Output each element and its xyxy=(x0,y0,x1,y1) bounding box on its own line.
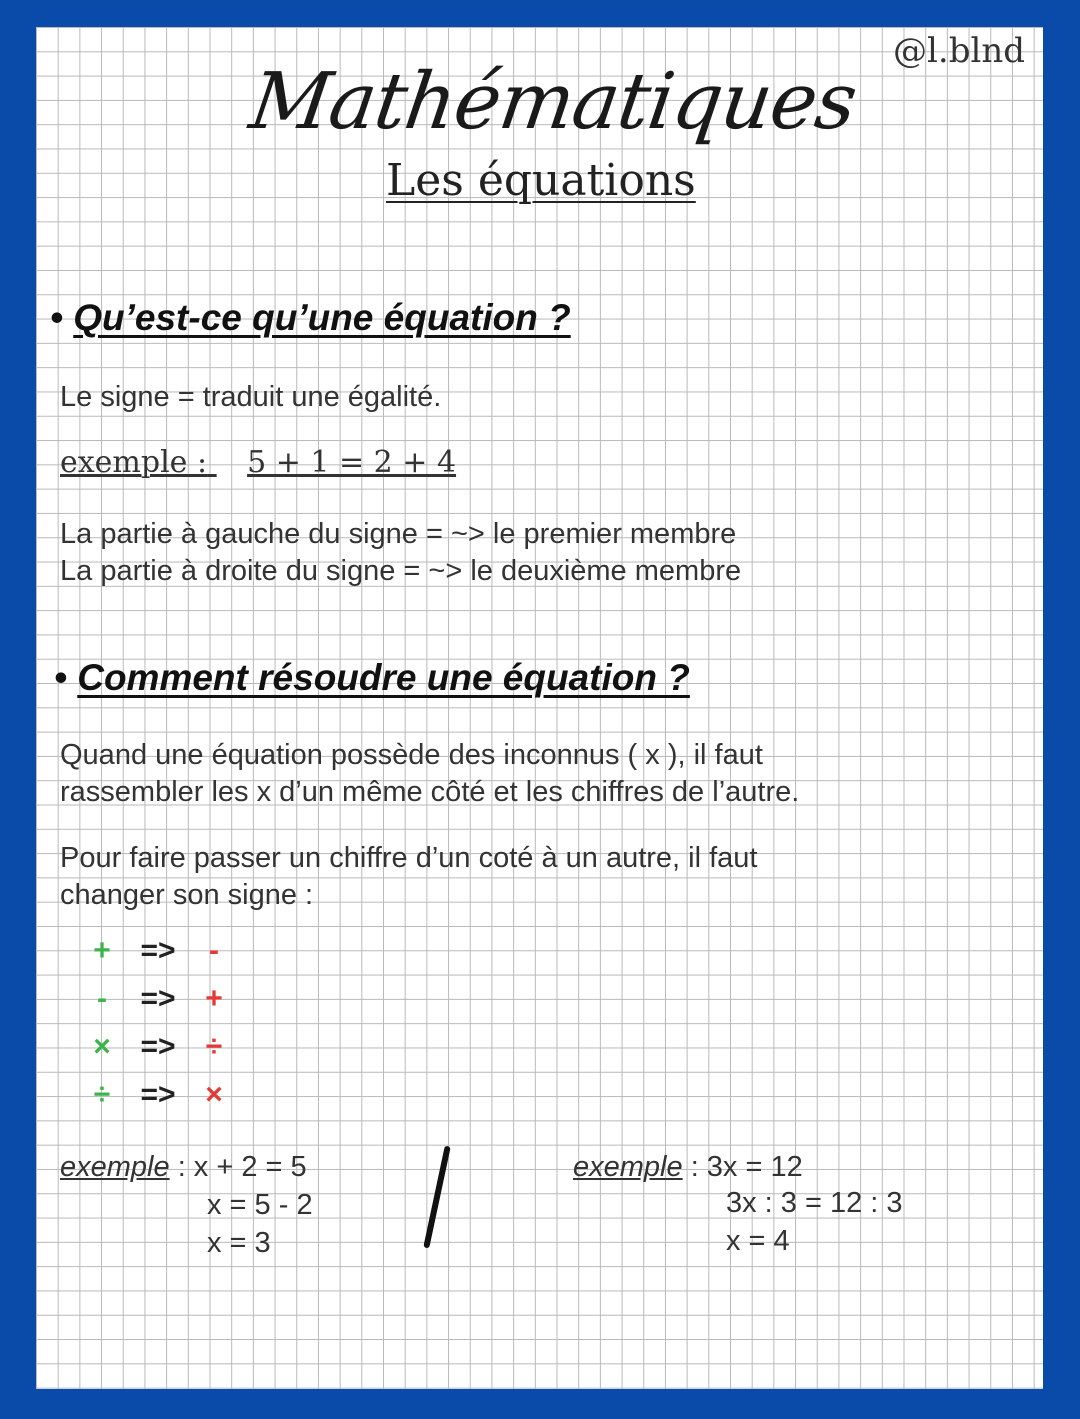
sign-row xyxy=(74,975,242,1023)
sign-row xyxy=(74,927,242,975)
grid-paper-sheet xyxy=(36,27,1043,1389)
paragraph2-line2: changer son signe : xyxy=(60,879,314,911)
example-left-eq3: x = 3 xyxy=(207,1227,271,1259)
example-right-eq1: : 3x = 12 xyxy=(690,1151,803,1183)
definition-line: Le signe = traduit une égalité. xyxy=(60,381,442,413)
example-right-eq2: 3x : 3 = 12 : 3 xyxy=(726,1187,903,1219)
author-handle: @l.blnd xyxy=(893,31,1025,71)
sign-conversion-table xyxy=(74,927,242,1119)
left-member-line: La partie à gauche du signe = ~> le premier membre xyxy=(60,518,737,550)
example-left-label: exemple xyxy=(60,1151,170,1183)
separator-slash xyxy=(423,1146,450,1249)
sign-from: + xyxy=(93,934,111,967)
example1-spacer xyxy=(207,445,247,480)
sign-row xyxy=(74,1023,242,1071)
sign-arrow: => xyxy=(140,934,176,967)
sign-from: × xyxy=(93,1030,111,1063)
sign-arrow: => xyxy=(140,1078,176,1111)
sign-from: ÷ xyxy=(93,1078,111,1111)
example-right-eq3: x = 4 xyxy=(726,1225,790,1257)
sign-arrow: => xyxy=(140,982,176,1015)
bullet: • xyxy=(54,657,78,698)
sign-to: ÷ xyxy=(205,1030,223,1063)
section1-heading-text: Qu’est-ce qu’une équation ? xyxy=(73,297,571,338)
sign-arrow: => xyxy=(140,1030,176,1063)
example-right-label: exemple xyxy=(573,1151,683,1183)
page-title: Mathématiques xyxy=(244,57,862,147)
example-left-eq2: x = 5 - 2 xyxy=(207,1189,313,1221)
section2-heading-text: Comment résoudre une équation ? xyxy=(77,657,690,698)
example1-expression: 5 + 1 = 2 + 4 xyxy=(247,445,457,480)
section2-heading xyxy=(54,657,690,699)
page-subtitle: Les équations xyxy=(386,155,696,206)
sign-to: × xyxy=(205,1078,223,1111)
sign-to: + xyxy=(205,982,223,1015)
example1-label: exemple : xyxy=(60,445,208,480)
example-left-line1 xyxy=(60,1149,307,1186)
example-right-line1 xyxy=(573,1149,803,1186)
right-member-line: La partie à droite du signe = ~> le deuxième membre xyxy=(60,555,742,587)
paragraph1-line1: Quand une équation possède des inconnus ( x ), il faut xyxy=(60,739,763,771)
paragraph2-line1: Pour faire passer un chiffre d’un coté à un autre, il faut xyxy=(60,842,758,874)
example-left-eq1: : x + 2 = 5 xyxy=(177,1151,307,1183)
section1-heading xyxy=(50,297,571,339)
example1 xyxy=(60,445,456,480)
sign-row xyxy=(74,1071,242,1119)
paragraph1-line2: rassembler les x d’un même côté et les chiffres de l’autre. xyxy=(60,776,800,808)
sign-from: - xyxy=(97,982,107,1015)
sign-to: - xyxy=(209,934,219,967)
bullet: • xyxy=(50,297,74,338)
